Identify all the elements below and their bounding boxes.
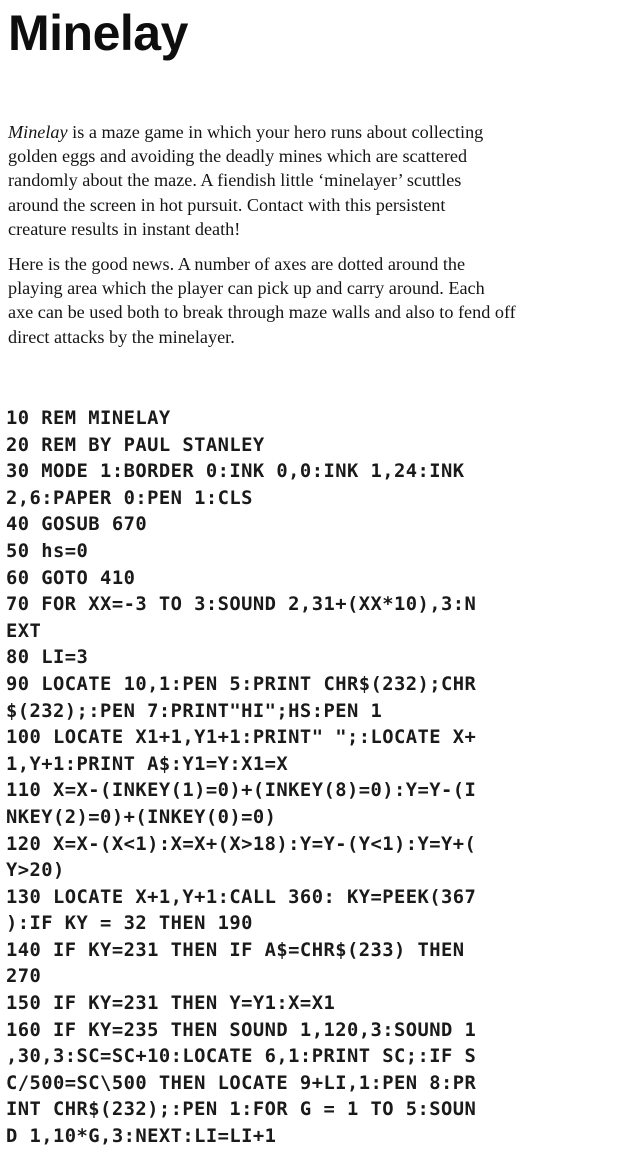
code-line: ):IF KY = 32 THEN 190 [6, 913, 253, 935]
code-line: 130 LOCATE X+1,Y+1:CALL 360: KY=PEEK(367 [6, 886, 477, 908]
code-line: 90 LOCATE 10,1:PEN 5:PRINT CHR$(232);CHR [6, 673, 477, 695]
intro-text [8, 120, 614, 360]
intro-paragraph-1-line-1 [8, 120, 614, 144]
code-line: D 1,10*G,3:NEXT:LI=LI+1 [6, 1126, 277, 1148]
intro-paragraph-2-line: axe can be used both to break through maze walls and also to fend off [8, 302, 516, 323]
game-name-italic: Minelay [8, 122, 68, 142]
intro-paragraph-2-line: Here is the good news. A number of axes are dotted around the [8, 254, 466, 275]
code-line: 270 [6, 966, 42, 988]
intro-paragraph-1 [8, 120, 614, 241]
code-line: 80 LI=3 [6, 647, 89, 669]
code-line: 140 IF KY=231 THEN IF A$=CHR$(233) THEN [6, 939, 465, 961]
code-line: EXT [6, 620, 42, 642]
intro-paragraph-1-line: creature results in instant death! [8, 218, 241, 239]
code-line: $(232);:PEN 7:PRINT"HI";HS:PEN 1 [6, 700, 383, 722]
code-line: 120 X=X-(X<1):X=X+(X>18):Y=Y-(Y<1):Y=Y+( [6, 833, 477, 855]
code-line: 40 GOSUB 670 [6, 514, 148, 536]
code-line: 2,6:PAPER 0:PEN 1:CLS [6, 487, 253, 509]
code-line: 10 REM MINELAY [6, 408, 171, 429]
page-title: Minelay [8, 5, 188, 61]
intro-paragraph-2-line: playing area which the player can pick up and carry around. Each [8, 278, 485, 299]
basic-program-listing [6, 406, 476, 1151]
code-line: 1,Y+1:PRINT A$:Y1=Y:X1=X [6, 753, 289, 775]
code-line: 150 IF KY=231 THEN Y=Y1:X=X1 [6, 993, 336, 1015]
code-line: 100 LOCATE X1+1,Y1+1:PRINT" ";:LOCATE X+ [6, 727, 477, 749]
code-line: 60 GOTO 410 [6, 567, 136, 589]
code-line: 50 hs=0 [6, 540, 89, 562]
code-line: INT CHR$(232);:PEN 1:FOR G = 1 TO 5:SOUN [6, 1099, 477, 1121]
intro-paragraph-2-line: direct attacks by the minelayer. [8, 326, 235, 347]
code-line: 30 MODE 1:BORDER 0:INK 0,0:INK 1,24:INK [6, 461, 465, 483]
code-line: NKEY(2)=0)+(INKEY(0)=0) [6, 806, 277, 828]
intro-paragraph-1-line-1-rest: is a maze game in which your hero runs about collecting [67, 122, 484, 142]
code-line: ,30,3:SC=SC+10:LOCATE 6,1:PRINT SC;:IF S [6, 1046, 477, 1068]
code-line: 70 FOR XX=-3 TO 3:SOUND 2,31+(XX*10),3:N [6, 594, 477, 616]
code-line: C/500=SC\500 THEN LOCATE 9+LI,1:PEN 8:PR [6, 1072, 477, 1094]
code-line: Y>20) [6, 860, 65, 882]
intro-paragraph-1-line: around the screen in hot pursuit. Contact with this persistent [8, 194, 446, 215]
code-line: 160 IF KY=235 THEN SOUND 1,120,3:SOUND 1 [6, 1019, 477, 1041]
intro-paragraph-1-line: randomly about the maze. A fiendish little ‘minelayer’ scuttles [8, 170, 462, 191]
code-line: 20 REM BY PAUL STANLEY [6, 434, 265, 456]
intro-paragraph-2 [8, 252, 614, 349]
intro-paragraph-1-line: golden eggs and avoiding the deadly mines which are scattered [8, 146, 468, 167]
code-line: 110 X=X-(INKEY(1)=0)+(INKEY(8)=0):Y=Y-(I [6, 780, 477, 802]
